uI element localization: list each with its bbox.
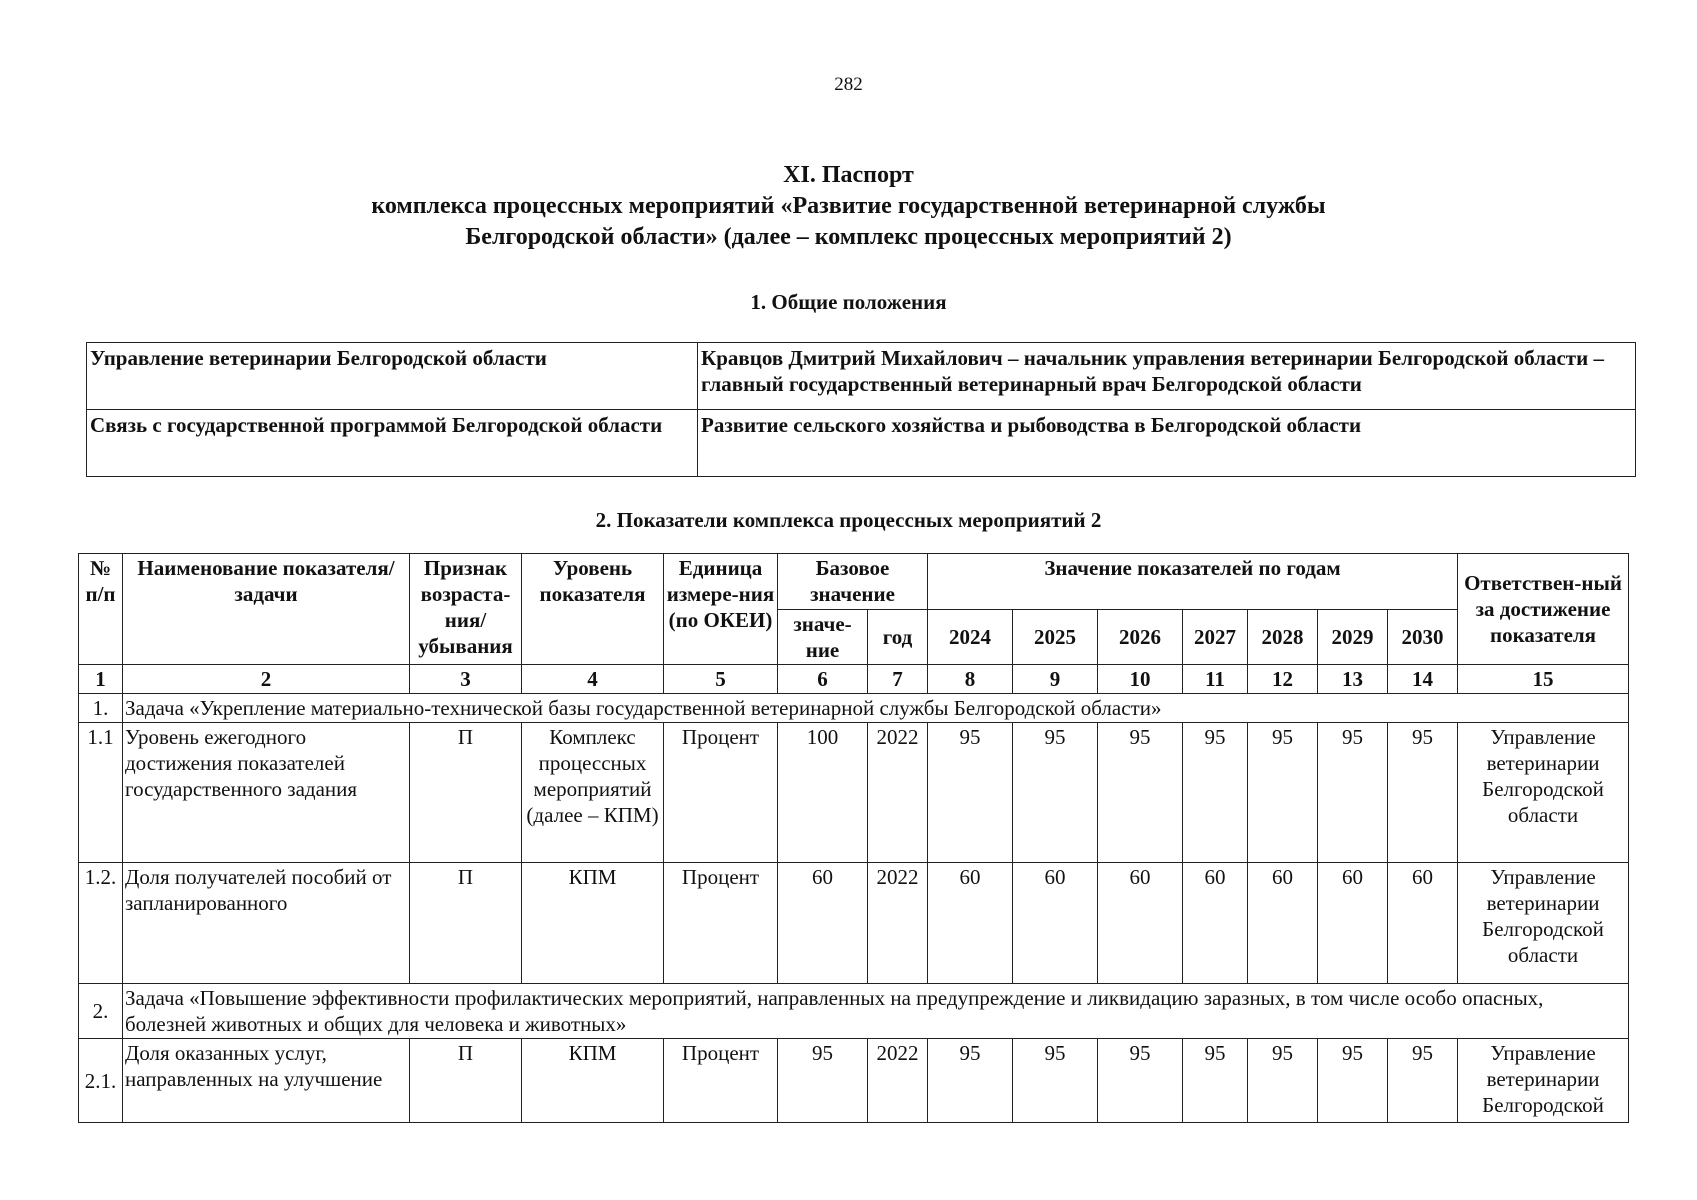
year-value: 95 <box>1388 1039 1458 1123</box>
indicator-sign: П <box>410 723 522 863</box>
year-value: 95 <box>1248 723 1318 863</box>
column-number: 1 <box>79 665 123 694</box>
table-row <box>79 863 1629 984</box>
task-num: 1. <box>79 694 123 723</box>
year-value: 95 <box>928 1039 1013 1123</box>
column-number: 8 <box>928 665 1013 694</box>
column-number: 11 <box>1183 665 1248 694</box>
column-number-row <box>79 665 1629 694</box>
header-sign: Признак возраста-ния/ убывания <box>410 554 522 665</box>
general-provisions-table <box>86 342 1636 477</box>
indicator-sign: П <box>410 1039 522 1123</box>
general-value: Развитие сельского хозяйства и рыбоводства в Белгородской области <box>698 410 1636 477</box>
indicator-level: Комплекс процессных мероприятий (далее – КПМ) <box>522 723 664 863</box>
column-number: 10 <box>1098 665 1183 694</box>
year-value: 95 <box>1013 723 1098 863</box>
header-name: Наименование показателя/задачи <box>123 554 410 665</box>
year-value: 60 <box>928 863 1013 984</box>
header-unit: Единица измере-ния (по ОКЕИ) <box>664 554 778 665</box>
indicator-level: КПМ <box>522 863 664 984</box>
general-value: Кравцов Дмитрий Михайлович – начальник управления ветеринарии Белгородской области – главный государственный ветеринарный врач Белгородской области <box>698 343 1636 410</box>
table-row <box>79 1039 1629 1123</box>
responsible: Управление ветеринарии Белгородской области <box>1458 723 1629 863</box>
header-year: 2026 <box>1098 610 1183 665</box>
column-number: 14 <box>1388 665 1458 694</box>
task-row <box>79 984 1629 1039</box>
task-row <box>79 694 1629 723</box>
base-year: 2022 <box>868 863 928 984</box>
header-years-group: Значение показателей по годам <box>928 554 1458 610</box>
year-value: 60 <box>1013 863 1098 984</box>
column-number: 9 <box>1013 665 1098 694</box>
year-value: 95 <box>1318 1039 1388 1123</box>
indicator-name: Уровень ежегодного достижения показателей государственного задания <box>123 723 410 863</box>
table-row <box>87 343 1636 410</box>
year-value: 95 <box>1098 723 1183 863</box>
column-number: 12 <box>1248 665 1318 694</box>
task-text: Задача «Укрепление материально-технической базы государственной ветеринарной службы Белгородской области» <box>123 694 1629 723</box>
year-value: 95 <box>1098 1039 1183 1123</box>
year-value: 95 <box>1248 1039 1318 1123</box>
year-value: 60 <box>1098 863 1183 984</box>
indicator-name: Доля получателей пособий от запланированного <box>123 863 410 984</box>
header-year: 2024 <box>928 610 1013 665</box>
header-num: № п/п <box>79 554 123 665</box>
column-number: 15 <box>1458 665 1629 694</box>
header-row <box>79 554 1629 610</box>
section-1-heading: 1. Общие положения <box>750 290 947 314</box>
header-year: 2030 <box>1388 610 1458 665</box>
indicator-name: Доля оказанных услуг, направленных на улучшение <box>123 1039 410 1123</box>
header-base-year: год <box>868 610 928 665</box>
indicator-unit: Процент <box>664 1039 778 1123</box>
year-value: 95 <box>1013 1039 1098 1123</box>
base-year: 2022 <box>868 723 928 863</box>
year-value: 95 <box>1183 1039 1248 1123</box>
row-num: 1.1 <box>79 723 123 863</box>
responsible: Управление ветеринарии Белгородской <box>1458 1039 1629 1123</box>
indicator-unit: Процент <box>664 863 778 984</box>
column-number: 6 <box>778 665 868 694</box>
column-number: 13 <box>1318 665 1388 694</box>
column-number: 3 <box>410 665 522 694</box>
task-text: Задача «Повышение эффективности профилактических мероприятий, направленных на предупреждение и ликвидацию заразных, в том числе особо опасных, болезней животных и общих для человека и животных» <box>123 984 1629 1039</box>
row-num: 2.1. <box>79 1039 123 1123</box>
indicator-unit: Процент <box>664 723 778 863</box>
column-number: 5 <box>664 665 778 694</box>
base-value: 60 <box>778 863 868 984</box>
task-num: 2. <box>79 984 123 1039</box>
header-year: 2028 <box>1248 610 1318 665</box>
title-line-1: XI. Паспорт <box>783 162 914 188</box>
table-row <box>87 410 1636 477</box>
year-value: 60 <box>1248 863 1318 984</box>
year-value: 60 <box>1183 863 1248 984</box>
header-year: 2025 <box>1013 610 1098 665</box>
header-base-value: значе-ние <box>778 610 868 665</box>
year-value: 95 <box>1318 723 1388 863</box>
indicator-level: КПМ <box>522 1039 664 1123</box>
table-row <box>79 723 1629 863</box>
page-number: 282 <box>834 74 863 95</box>
base-year: 2022 <box>868 1039 928 1123</box>
title-line-2: комплекса процессных мероприятий «Развитие государственной ветеринарной службы <box>371 193 1326 219</box>
section-2-heading: 2. Показатели комплекса процессных мероприятий 2 <box>595 508 1102 532</box>
column-number: 4 <box>522 665 664 694</box>
header-responsible: Ответствен-ный за достижение показателя <box>1458 554 1629 665</box>
column-number: 7 <box>868 665 928 694</box>
indicator-sign: П <box>410 863 522 984</box>
row-num: 1.2. <box>79 863 123 984</box>
responsible: Управление ветеринарии Белгородской области <box>1458 863 1629 984</box>
year-value: 95 <box>1388 723 1458 863</box>
header-level: Уровень показателя <box>522 554 664 665</box>
header-year: 2029 <box>1318 610 1388 665</box>
title-line-3: Белгородской области» (далее – комплекс процессных мероприятий 2) <box>465 224 1232 250</box>
indicators-table <box>78 553 1629 1123</box>
general-label: Управление ветеринарии Белгородской области <box>87 343 698 410</box>
base-value: 100 <box>778 723 868 863</box>
header-year: 2027 <box>1183 610 1248 665</box>
base-value: 95 <box>778 1039 868 1123</box>
page-title <box>0 160 1697 253</box>
year-value: 60 <box>1388 863 1458 984</box>
year-value: 95 <box>1183 723 1248 863</box>
header-base: Базовое значение <box>778 554 928 610</box>
year-value: 60 <box>1318 863 1388 984</box>
column-number: 2 <box>123 665 410 694</box>
year-value: 95 <box>928 723 1013 863</box>
general-label: Связь с государственной программой Белгородской области <box>87 410 698 477</box>
